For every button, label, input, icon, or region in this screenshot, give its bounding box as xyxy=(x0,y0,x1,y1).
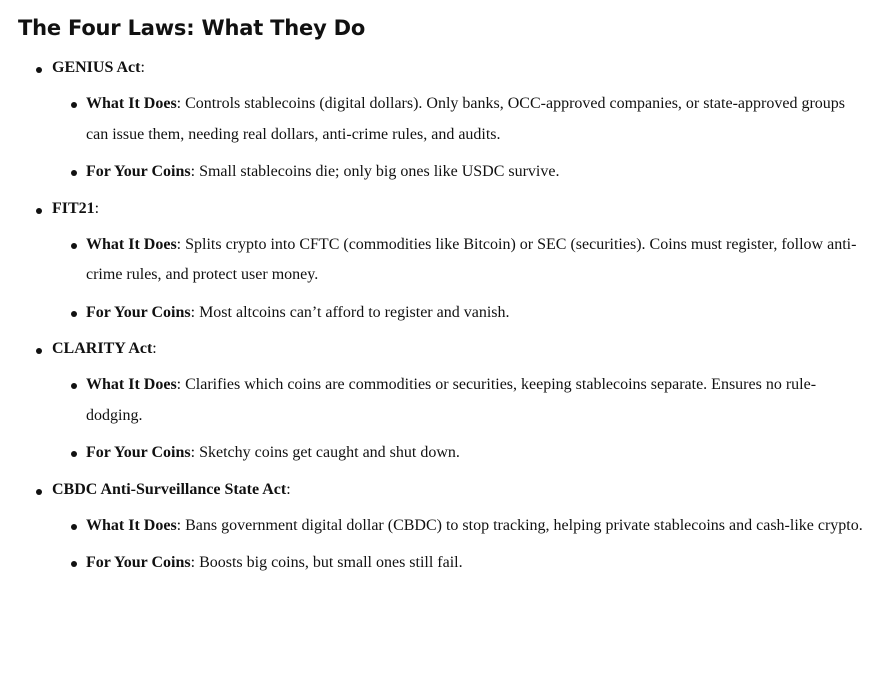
law-item-clarity: CLARITY Act: What It Does: Clarifies which coins are commodities or securities, keeping stablecoins separate. Ensures no rule-dodging. For Your Coins: Sketchy coins get caught and shut down. xyxy=(18,338,863,469)
bullet-icon xyxy=(71,102,77,108)
law-item-genius: GENIUS Act: What It Does: Controls stablecoins (digital dollars). Only banks, OCC-approved companies, or state-approved groups can issue them, needing real dollars, anti-crime rules, and audits. For Your Coins: Small stablecoins die; only big ones like USDC survive. xyxy=(18,57,863,188)
bullet-icon xyxy=(36,489,42,495)
bullet-icon xyxy=(36,208,42,214)
law-item-fit21: FIT21: What It Does: Splits crypto into CFTC (commodities like Bitcoin) or SEC (securities). Coins must register, follow anti-crime rules, and protect user money. For Your Coins: Most altcoins can’t afford to register and vanish. xyxy=(18,198,863,329)
detail-label: For Your Coins xyxy=(86,163,191,180)
detail-label: What It Does xyxy=(86,516,177,534)
detail-label: What It Does xyxy=(86,95,177,112)
detail-label: What It Does xyxy=(86,235,177,253)
law-name: CBDC Anti-Surveillance State Act xyxy=(52,480,287,498)
law-detail-coins: For Your Coins: Small stablecoins die; only big ones like USDC survive. xyxy=(52,157,863,188)
detail-label: For Your Coins xyxy=(86,444,191,461)
bullet-icon xyxy=(71,451,77,457)
law-detail-what: What It Does: Bans government digital dollar (CBDC) to stop tracking, helping private stablecoins and cash-like crypto. xyxy=(52,511,863,542)
detail-label: For Your Coins xyxy=(86,554,191,571)
detail-label: What It Does xyxy=(86,376,177,393)
detail-text: Most altcoins can’t afford to register and vanish. xyxy=(199,303,510,321)
law-detail-coins: For Your Coins: Boosts big coins, but small ones still fail. xyxy=(52,548,863,579)
bullet-icon xyxy=(71,311,77,317)
detail-text: Small stablecoins die; only big ones like USDC survive. xyxy=(199,163,560,180)
law-detail-what: What It Does: Splits crypto into CFTC (commodities like Bitcoin) or SEC (securities). Coins must register, follow anti-crime rules, and protect user money. xyxy=(52,230,863,291)
law-item-cbdc: CBDC Anti-Surveillance State Act: What It Does: Bans government digital dollar (CBDC) to stop tracking, helping private stablecoins and cash-like crypto. For Your Coins: Boosts big coins, but small ones still fail. xyxy=(18,479,863,579)
bullet-icon xyxy=(71,524,77,530)
detail-text: Splits crypto into CFTC (commodities like Bitcoin) or SEC (securities). Coins must register, follow anti-crime rules, and protect user money. xyxy=(86,235,857,283)
law-detail-what: What It Does: Clarifies which coins are commodities or securities, keeping stablecoins separate. Ensures no rule-dodging. xyxy=(52,370,863,431)
law-detail-coins: For Your Coins: Most altcoins can’t afford to register and vanish. xyxy=(52,298,863,329)
law-name: CLARITY Act xyxy=(52,340,153,357)
detail-text: Sketchy coins get caught and shut down. xyxy=(199,444,460,461)
bullet-icon xyxy=(71,170,77,176)
bullet-icon xyxy=(71,561,77,567)
bullet-icon xyxy=(36,67,42,73)
laws-list xyxy=(18,57,863,579)
law-detail-coins: For Your Coins: Sketchy coins get caught and shut down. xyxy=(52,438,863,469)
section-heading: The Four Laws: What They Do xyxy=(18,16,366,40)
bullet-icon xyxy=(71,383,77,389)
detail-text: Clarifies which coins are commodities or securities, keeping stablecoins separate. Ensures no rule-dodging. xyxy=(86,376,817,424)
detail-text: Boosts big coins, but small ones still fail. xyxy=(199,554,463,571)
bullet-icon xyxy=(71,243,77,249)
detail-label: For Your Coins xyxy=(86,303,191,321)
bullet-icon xyxy=(36,348,42,354)
detail-text: Controls stablecoins (digital dollars). Only banks, OCC-approved companies, or state-approved groups can issue them, needing real dollars, anti-crime rules, and audits. xyxy=(86,95,845,143)
law-detail-what: What It Does: Controls stablecoins (digital dollars). Only banks, OCC-approved companies, or state-approved groups can issue them, needing real dollars, anti-crime rules, and audits. xyxy=(52,89,863,150)
law-name: FIT21 xyxy=(52,199,95,217)
law-name: GENIUS Act xyxy=(52,59,141,76)
detail-text: Bans government digital dollar (CBDC) to stop tracking, helping private stablecoins and cash-like crypto. xyxy=(185,516,863,534)
